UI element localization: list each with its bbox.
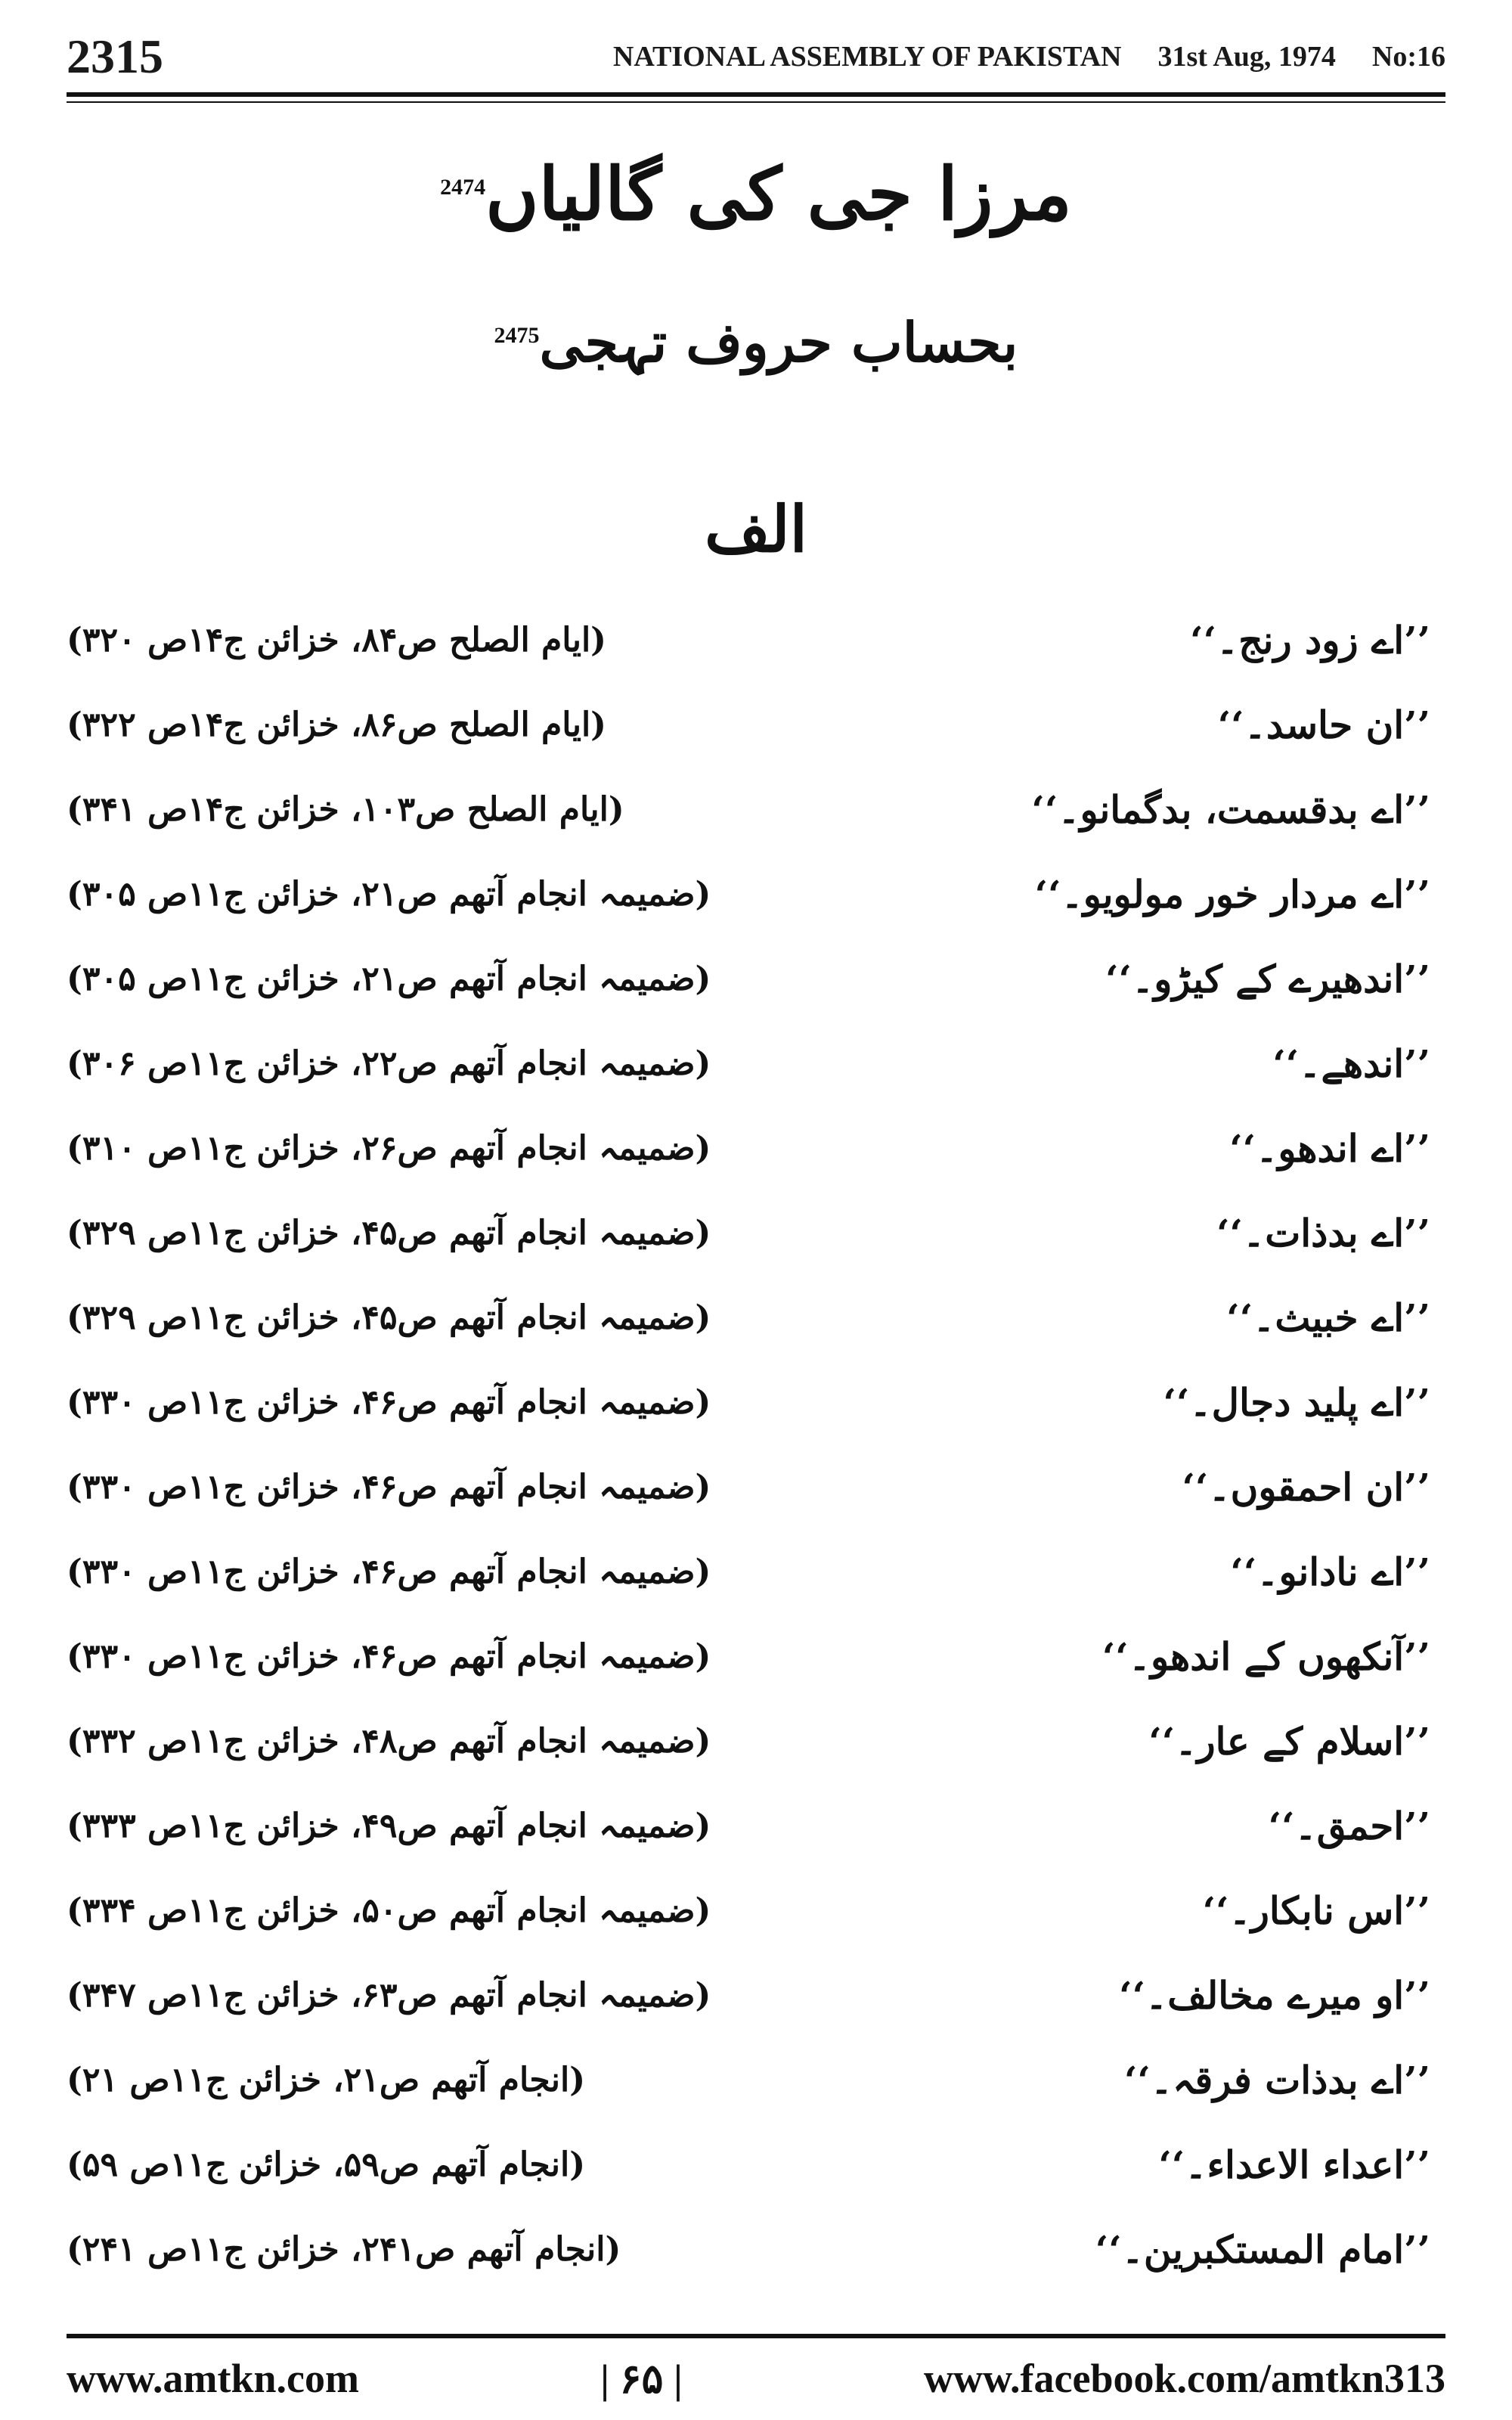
entry-reference: (انجام آتھم ص۵۹، خزائن ج۱۱ص ۵۹) <box>67 2145 586 2184</box>
subtitle-footnote: 2475 <box>494 323 540 348</box>
entry-reference: (ایام الصلح ص۸۶، خزائن ج۱۴ص ۳۲۲) <box>67 705 606 744</box>
entry-term: ’’امام المستکبرین۔‘‘ <box>1095 2226 1430 2272</box>
entry-reference: (ضمیمہ انجام آتھم ص۲۶، خزائن ج۱۱ص ۳۱۰) <box>67 1128 711 1168</box>
page-subtitle <box>0 310 1512 374</box>
header-rule-thin <box>67 101 1445 103</box>
list-item <box>67 1868 1445 1953</box>
entry-reference: (ضمیمہ انجام آتھم ص۵۰، خزائن ج۱۱ص ۳۳۴) <box>67 1891 711 1930</box>
entry-reference: (ضمیمہ انجام آتھم ص۴۸، خزائن ج۱۱ص ۳۳۲) <box>67 1721 711 1761</box>
list-item <box>67 1614 1445 1699</box>
page-number: 2315 <box>67 29 163 83</box>
entry-reference: (ضمیمہ انجام آتھم ص۴۵، خزائن ج۱۱ص ۳۲۹) <box>67 1213 711 1252</box>
entry-reference: (انجام آتھم ص۲۱، خزائن ج۱۱ص ۲۱) <box>67 2060 586 2099</box>
list-item <box>67 2122 1445 2207</box>
entry-term: ’’اسلام کے عار۔‘‘ <box>1148 1718 1430 1764</box>
section-heading: الف <box>705 492 807 566</box>
entry-term: ’’اے خبیث۔‘‘ <box>1226 1295 1430 1340</box>
list-item <box>67 1783 1445 1868</box>
header-rule <box>67 92 1445 97</box>
list-item <box>67 597 1445 682</box>
entry-term: ’’اے بدذات فرقہ۔‘‘ <box>1123 2057 1430 2102</box>
list-item <box>67 1190 1445 1275</box>
entry-reference: (ضمیمہ انجام آتھم ص۲۲، خزائن ج۱۱ص ۳۰۶) <box>67 1044 711 1083</box>
list-item <box>67 1699 1445 1783</box>
footer-rule <box>67 2334 1445 2338</box>
entry-term: ’’اے نادانو۔‘‘ <box>1230 1549 1430 1594</box>
entry-reference: (ضمیمہ انجام آتھم ص۶۳، خزائن ج۱۱ص ۳۴۷) <box>67 1975 711 2015</box>
entry-term: ’’اے مردار خور مولویو۔‘‘ <box>1034 871 1430 917</box>
entry-term: ’’اے اندھو۔‘‘ <box>1229 1125 1430 1171</box>
list-item <box>67 682 1445 767</box>
issue-number: No:16 <box>1371 41 1445 73</box>
entry-term: ’’اے پلید دجال۔‘‘ <box>1163 1379 1430 1425</box>
list-item <box>67 767 1445 852</box>
publication-name: NATIONAL ASSEMBLY OF PAKISTAN <box>612 41 1122 73</box>
entry-reference: (ضمیمہ انجام آتھم ص۲۱، خزائن ج۱۱ص ۳۰۵) <box>67 874 711 914</box>
entry-reference: (ایام الصلح ص۱۰۳، خزائن ج۱۴ص ۳۴۱) <box>67 790 624 829</box>
entry-term: ’’او میرے مخالف۔‘‘ <box>1119 1972 1430 2018</box>
entry-term: ’’اندھیرے کے کیڑو۔‘‘ <box>1105 956 1430 1001</box>
list-item <box>67 936 1445 1021</box>
entry-reference: (ضمیمہ انجام آتھم ص۴۹، خزائن ج۱۱ص ۳۳۳) <box>67 1806 711 1845</box>
list-item <box>67 1529 1445 1614</box>
entry-term: ’’احمق۔‘‘ <box>1268 1803 1430 1848</box>
entry-term: ’’ان احمقوں۔‘‘ <box>1182 1464 1430 1509</box>
entry-term: ’’اندھے۔‘‘ <box>1272 1041 1430 1086</box>
list-item <box>67 1106 1445 1190</box>
page-title <box>0 151 1512 237</box>
page-footer <box>67 2344 1445 2412</box>
entry-term: ’’اعداء الاعداء۔‘‘ <box>1158 2142 1430 2187</box>
publication-date: 31st Aug, 1974 <box>1157 41 1336 73</box>
website-link[interactable]: www.amtkn.com <box>67 2356 359 2401</box>
entry-reference: (ضمیمہ انجام آتھم ص۴۶، خزائن ج۱۱ص ۳۳۰) <box>67 1382 711 1422</box>
list-item <box>67 1953 1445 2037</box>
header-meta <box>613 40 1445 73</box>
list-item <box>67 1021 1445 1106</box>
list-item <box>67 1360 1445 1444</box>
title-text: مرزا جی کی گالیاں <box>485 151 1072 237</box>
list-item <box>67 2037 1445 2122</box>
entry-reference: (ضمیمہ انجام آتھم ص۴۶، خزائن ج۱۱ص ۳۳۰) <box>67 1637 711 1676</box>
entry-term: ’’آنکھوں کے اندھو۔‘‘ <box>1101 1634 1430 1679</box>
entry-list <box>67 597 1445 2291</box>
entry-reference: (انجام آتھم ص۲۴۱، خزائن ج۱۱ص ۲۴۱) <box>67 2229 621 2269</box>
list-item <box>67 2207 1445 2291</box>
footer-page-number: | ۶۵ | <box>600 2356 683 2402</box>
list-item <box>67 1444 1445 1529</box>
title-footnote: 2474 <box>440 175 486 200</box>
facebook-link[interactable]: www.facebook.com/amtkn313 <box>924 2356 1445 2401</box>
entry-reference: (ضمیمہ انجام آتھم ص۲۱، خزائن ج۱۱ص ۳۰۵) <box>67 959 711 998</box>
entry-term: ’’اس نابکار۔‘‘ <box>1202 1888 1430 1933</box>
list-item <box>67 852 1445 936</box>
entry-reference: (ضمیمہ انجام آتھم ص۴۶، خزائن ج۱۱ص ۳۳۰) <box>67 1552 711 1591</box>
page-header <box>67 30 1445 83</box>
entry-term: ’’اے بدذات۔‘‘ <box>1216 1210 1430 1255</box>
subtitle-text: بحساب حروف تہجی <box>539 310 1018 374</box>
list-item <box>67 1275 1445 1360</box>
entry-reference: (ضمیمہ انجام آتھم ص۴۶، خزائن ج۱۱ص ۳۳۰) <box>67 1467 711 1506</box>
entry-term: ’’اے بدقسمت، بدگمانو۔‘‘ <box>1031 786 1430 832</box>
entry-term: ’’اے زود رنج۔‘‘ <box>1190 617 1430 662</box>
entry-reference: (ایام الصلح ص۸۴، خزائن ج۱۴ص ۳۲۰) <box>67 620 606 659</box>
entry-term: ’’ان حاسد۔‘‘ <box>1217 702 1430 747</box>
entry-reference: (ضمیمہ انجام آتھم ص۴۵، خزائن ج۱۱ص ۳۲۹) <box>67 1298 711 1337</box>
